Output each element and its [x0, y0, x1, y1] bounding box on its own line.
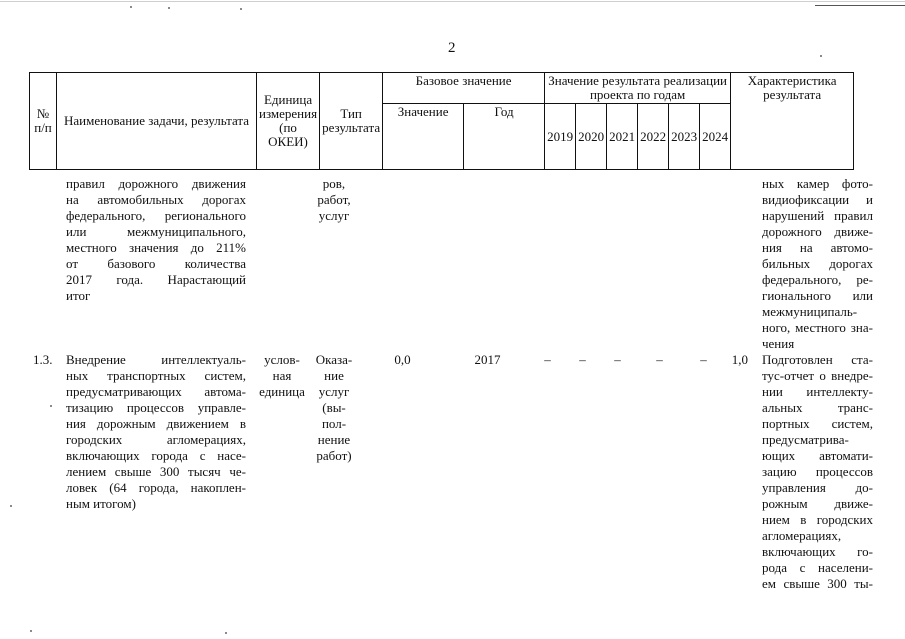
header-characteristic: Характеристика результата [731, 73, 854, 170]
row-1-3-value-2022: – [656, 352, 663, 367]
continued-row-characteristic: ных камер фото- видиофиксации и нарушений правил дорожного движе- ния на автомо- бильных дорогах федерального, ре- гионального или межмуниципаль- ного, местного зна- чения [762, 176, 873, 351]
header-base-value: Значение [383, 104, 464, 170]
header-base-year: Год [464, 104, 545, 170]
header-name: Наименование задачи, результата [57, 73, 257, 170]
continued-row-name: правил дорожного движения на автомобильных дорогах федерального, регионального или межмуниципального, местного значения до 211% от базового количества 2017 года. Нарастающий итог [66, 176, 246, 303]
row-1-3-value-2024: 1,0 [731, 352, 748, 367]
header-year-2021: 2021 [607, 104, 638, 170]
row-1-3-value-2021: – [614, 352, 621, 367]
continued-row-type: ров, работ, услуг [317, 176, 351, 223]
row-1-3-base-value: 0,0 [394, 352, 411, 367]
row-1-3-type: Оказа- ние услуг (вы- пол- нение работ) [315, 352, 353, 463]
scan-speck [30, 630, 32, 632]
row-1-3-value-2020: – [579, 352, 586, 367]
row-1-3-base-year: 2017 [474, 352, 501, 367]
header-year-2022: 2022 [638, 104, 669, 170]
results-table-header [29, 72, 854, 170]
scan-edge-line [0, 1, 905, 2]
row-1-3-number: 1.3. [33, 352, 53, 367]
scan-speck [240, 8, 242, 10]
scan-edge-mark [815, 5, 905, 6]
scan-speck [168, 7, 170, 9]
scan-speck [130, 6, 132, 8]
header-type: Тип результата [320, 73, 383, 170]
row-1-3-name: Внедрение интеллектуаль- ных транспортных систем, предусматривающих автома- тизацию процессов управле- ния дорожным движением в городских агломерациях, включающих города с насе- лением свыше 300 тысяч че- ловек (64 города, накоплен- ным итогом) [66, 352, 246, 511]
header-year-2020: 2020 [576, 104, 607, 170]
header-year-2019: 2019 [545, 104, 576, 170]
row-1-3-unit: услов- ная единица [259, 352, 305, 399]
header-plan: Значение результата реализации проекта по годам [545, 73, 731, 104]
page-number: 2 [448, 40, 456, 56]
header-no: № п/п [30, 73, 57, 170]
scan-speck [10, 505, 12, 507]
header-unit: Единица измерения (по ОКЕИ) [257, 73, 320, 170]
header-base: Базовое значение [383, 73, 545, 104]
row-1-3-value-2019: – [544, 352, 551, 367]
scan-speck [225, 632, 227, 634]
header-year-2024: 2024 [700, 104, 731, 170]
header-year-2023: 2023 [669, 104, 700, 170]
scan-speck [50, 405, 52, 407]
row-1-3-value-2023: – [700, 352, 707, 367]
row-1-3-characteristic: Подготовлен ста- тус-отчет о внедре- нии интеллекту- альных транс- портных систем, предусматрива- ющих автомати- зацию процессов управления до- рожным движе- нием в городских агломерациях, включающих го- рода с населени- ем свыше 300 ты- [762, 352, 873, 591]
scan-speck [820, 55, 822, 57]
